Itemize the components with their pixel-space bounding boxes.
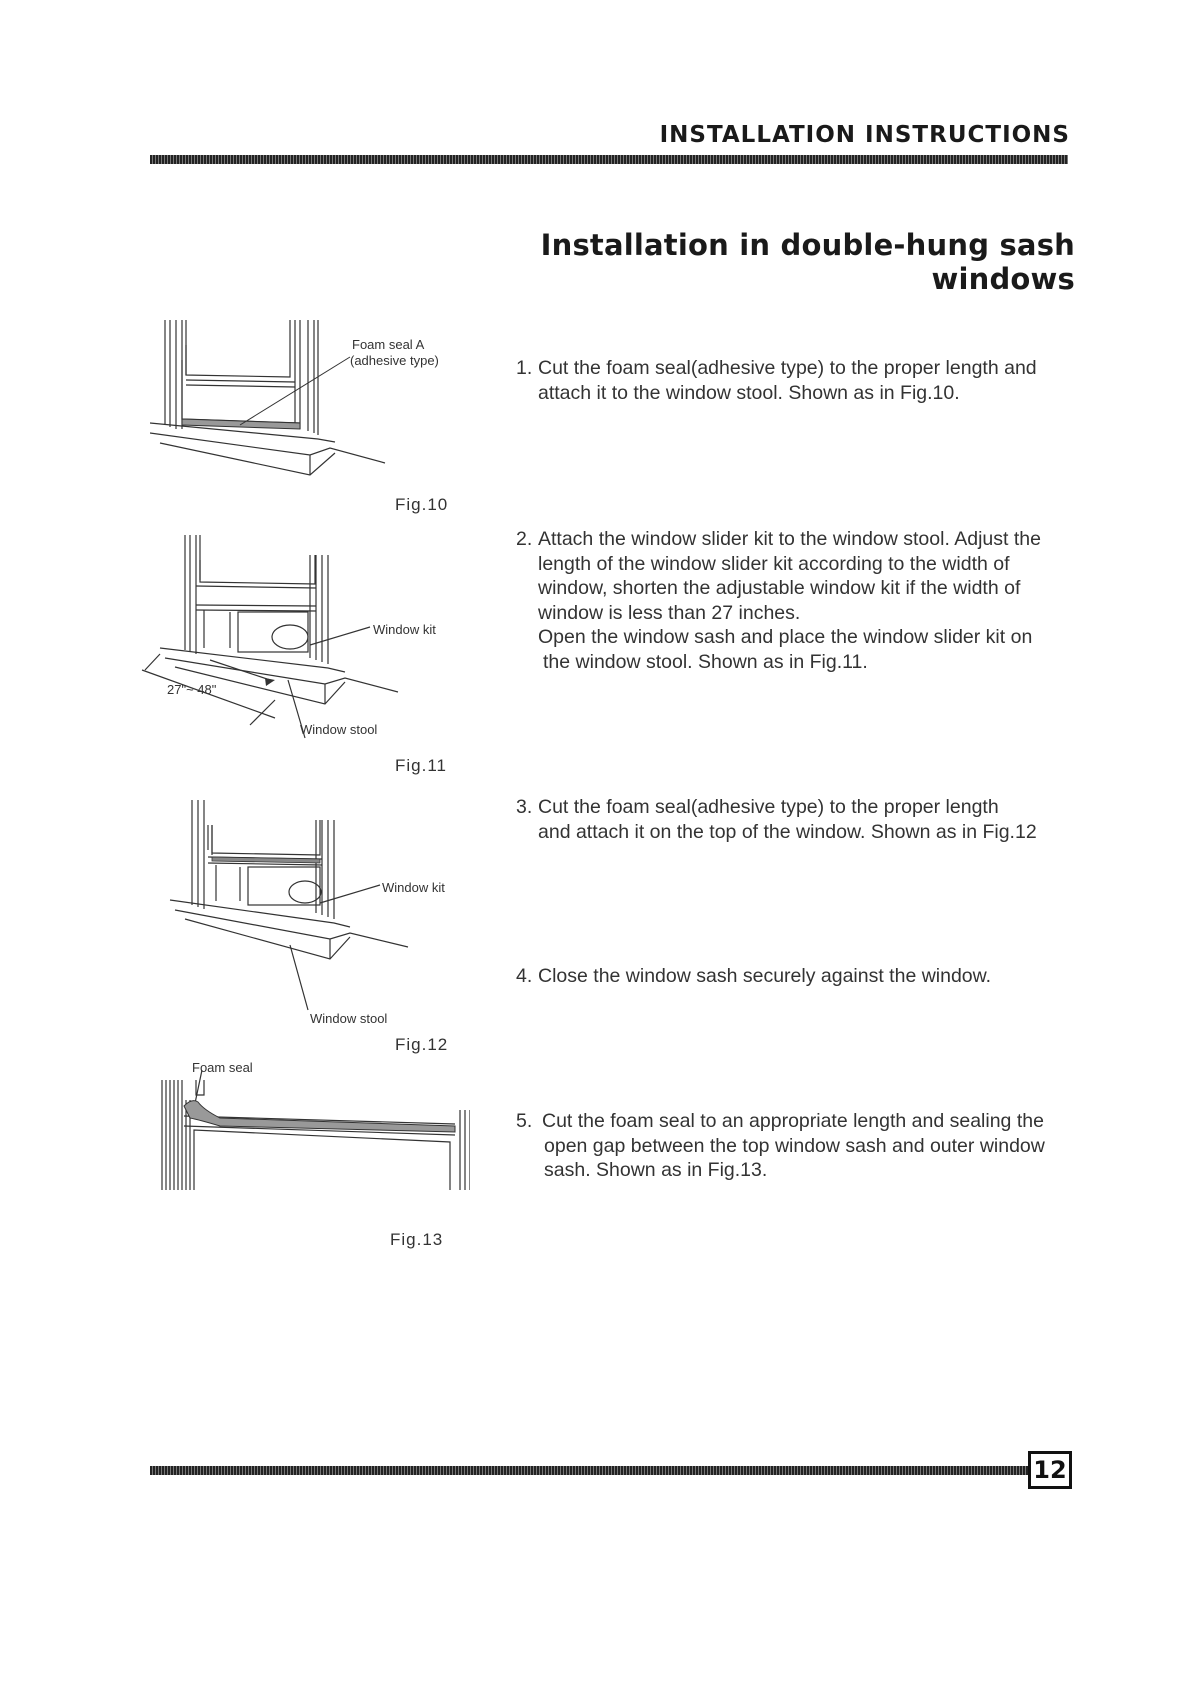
step-text-line: window, shorten the adjustable window kit if the width of — [538, 577, 1021, 599]
step-text-line: attach it to the window stool. Shown as in Fig.10. — [538, 381, 960, 404]
figure-12 — [150, 795, 470, 1055]
top-sash-foam-seal-illustration — [150, 1060, 470, 1250]
step-number: 4. — [516, 965, 533, 987]
step-text-line: Open the window sash and place the window slider kit on — [538, 626, 1033, 648]
step-text-line: Cut the foam seal(adhesive type) to the proper length — [538, 796, 999, 818]
header-rule — [150, 155, 1068, 164]
foam-seal-callout: Foam seal — [192, 1060, 253, 1075]
window-kit-callout: Window kit — [382, 880, 445, 895]
step-text-line: Close the window sash securely against the window. — [538, 965, 992, 987]
step-number: 1. — [516, 357, 533, 379]
width-range-callout: 27"~ 48" — [167, 682, 217, 697]
fig-10-label: Fig.10 — [395, 495, 449, 514]
window-kit-stool-illustration — [140, 530, 480, 780]
figure-11 — [140, 530, 480, 780]
step-3 — [516, 795, 1083, 844]
step-text-line: sash. Shown as in Fig.13. — [544, 1159, 768, 1181]
step-text-line: the window stool. Shown as in Fig.11. — [543, 650, 868, 673]
step-text-line: Cut the foam seal(adhesive type) to the proper length and — [538, 357, 1037, 379]
adhesive-type-callout: (adhesive type) — [350, 353, 439, 368]
window-stool-callout: Window stool — [300, 722, 378, 737]
step-text-line: and attach it on the top of the window. Shown as in Fig.12 — [538, 820, 1037, 843]
step-4 — [516, 964, 1083, 989]
step-text-line: Attach the window slider kit to the window stool. Adjust the — [538, 528, 1041, 550]
step-number: 5. — [516, 1110, 533, 1132]
step-text-line: open gap between the top window sash and outer window — [544, 1134, 1045, 1157]
fig-12-label: Fig.12 — [395, 1035, 449, 1054]
page-number: 12 — [1028, 1451, 1072, 1489]
fig-13-label: Fig.13 — [390, 1230, 444, 1249]
step-number: 3. — [516, 796, 533, 818]
step-1 — [516, 356, 1083, 405]
window-kit-callout: Window kit — [373, 622, 436, 637]
figure-13 — [150, 1060, 470, 1250]
step-text-line: window is less than 27 inches. — [538, 601, 801, 624]
step-2 — [516, 527, 1083, 674]
figure-10 — [150, 315, 470, 515]
step-text-line: length of the window slider kit according to the width of — [538, 552, 1010, 575]
window-stool-callout: Window stool — [310, 1011, 388, 1026]
step-text-line: Cut the foam seal to an appropriate length and sealing the — [542, 1110, 1044, 1132]
section-title: Installation in double-hung sash windows — [540, 228, 1075, 296]
foam-seal-a-callout: Foam seal A — [352, 337, 425, 352]
fig-11-label: Fig.11 — [395, 756, 447, 775]
step-5 — [516, 1109, 1083, 1183]
footer-rule — [150, 1466, 1030, 1475]
step-number: 2. — [516, 528, 533, 550]
header-title: INSTALLATION INSTRUCTIONS — [659, 122, 1070, 148]
